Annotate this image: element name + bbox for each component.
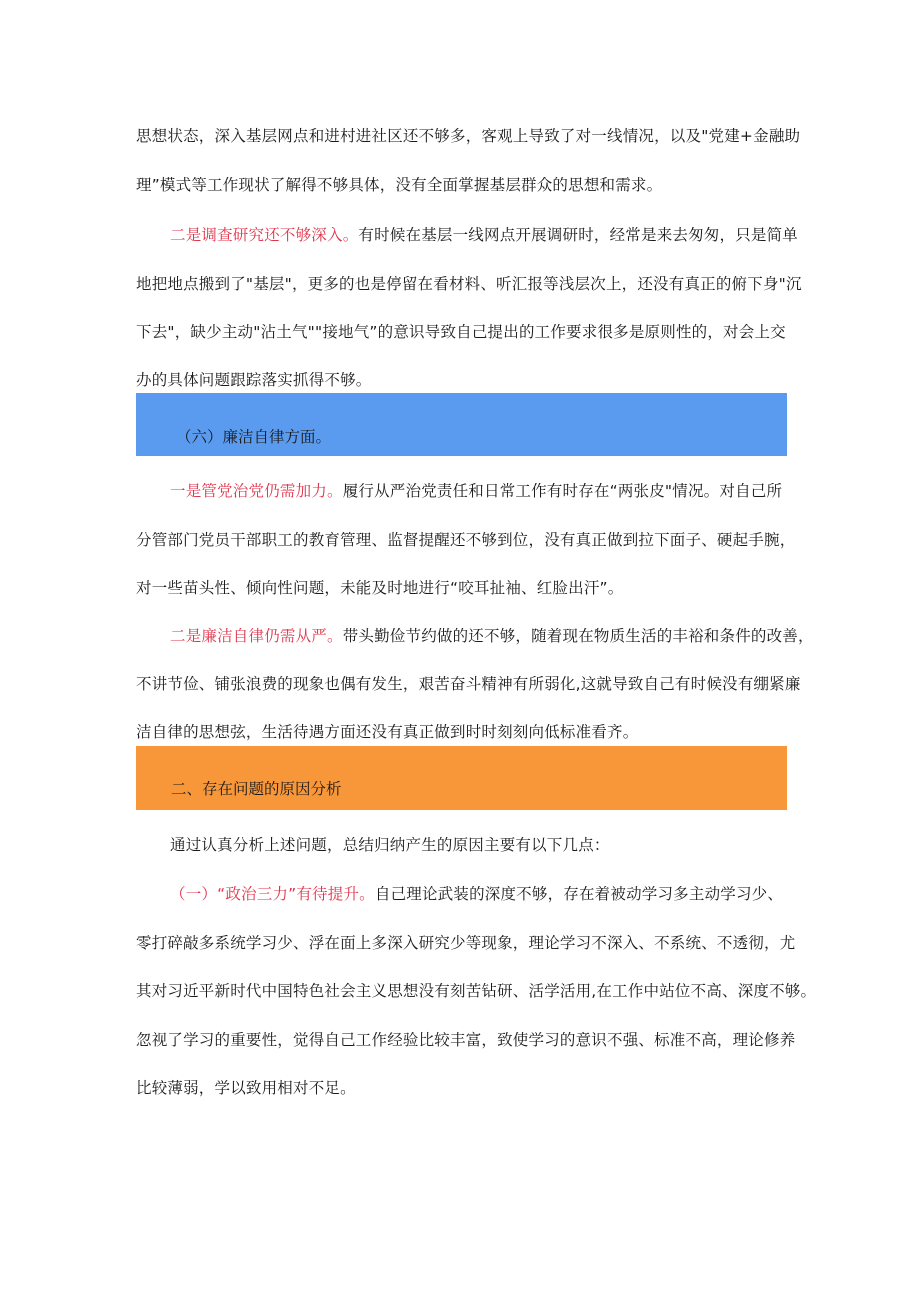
para4-heading: 二是廉洁自律仍需从严。: [170, 627, 343, 645]
para3-heading: 一是管党治党仍需加力。: [170, 482, 343, 500]
para2-line2: 地把地点搬到了"基层"，更多的也是停留在看材料、听汇报等浅层次上，还没有真正的俯下身"沉: [136, 275, 802, 293]
para3-line1-rest: 履行从严治党责任和日常工作有时存在“两张皮"情况。对自己所: [342, 482, 783, 500]
section-band-blue: [136, 393, 787, 456]
para6-line4: 忽视了学习的重要性，觉得自己工作经验比较丰富，致使学习的意识不强、标准不高，理论修养: [136, 1031, 796, 1049]
para5-line1: 通过认真分析上述问题，总结归纳产生的原因主要有以下几点：: [170, 836, 610, 854]
para2-line3: 下去"，缺少主动"沾土气""接地气”的意识导致自己提出的工作要求很多是原则性的，对会上交: [136, 323, 786, 341]
para6-line5: 比较薄弱，学以致用相对不足。: [136, 1079, 356, 1097]
para3-line3: 对一些苗头性、倾向性问题，未能及时地进行“咬耳扯袖、红脸出汗”。: [136, 579, 624, 597]
section-band-orange: [136, 746, 787, 810]
para6-line2: 零打碎敲多系统学习少、浮在面上多深入研究少等现象，理论学习不深入、不系统、不透彻，尤: [136, 934, 796, 952]
section-title-causes: 二、存在问题的原因分析: [171, 780, 342, 798]
para4-line2: 不讲节俭、铺张浪费的现象也偶有发生，艰苦奋斗精神有所弱化,这就导致自己有时候没有绷紧廉: [136, 675, 801, 693]
para6-line1-rest: 自己理论武装的深度不够，存在着被动学习多主动学习少、: [374, 885, 784, 903]
para6-line3: 其对习近平新时代中国特色社会主义思想没有刻苦钻研、活学活用,在工作中站位不高、深度不够。: [136, 982, 817, 1000]
para4-line1: [170, 626, 814, 646]
para3-line1: [170, 481, 782, 501]
para3-line2: 分管部门党员干部职工的教育管理、监督提醒还不够到位，没有真正做到拉下面子、硬起手腕，: [136, 531, 796, 549]
para6-heading: （一）“政治三力”有待提升。: [170, 885, 375, 903]
para4-line1-rest: 带头勤俭节约做的还不够，随着现在物质生活的丰裕和条件的改善，: [342, 627, 814, 645]
para2-line1-rest: 有时候在基层一线网点开展调研时，经常是来去匆匆，只是简单: [358, 226, 799, 244]
para4-line3: 洁自律的思想弦，生活待遇方面还没有真正做到时时刻刻向低标准看齐。: [136, 723, 639, 741]
para6-line1: [170, 884, 783, 904]
para2-line1: [170, 225, 798, 245]
para1-line1: 思想状态，深入基层网点和进村进社区还不够多，客观上导致了对一线情况，以及"党建+金融助: [136, 127, 801, 145]
section-title-lianjie: （六）廉洁自律方面。: [176, 428, 332, 446]
para2-line4: 办的具体问题跟踪落实抓得不够。: [136, 371, 372, 389]
para1-line2: 理”模式等工作现状了解得不够具体，没有全面掌握基层群众的思想和需求。: [136, 176, 663, 194]
para2-heading: 二是调查研究还不够深入。: [170, 226, 359, 244]
